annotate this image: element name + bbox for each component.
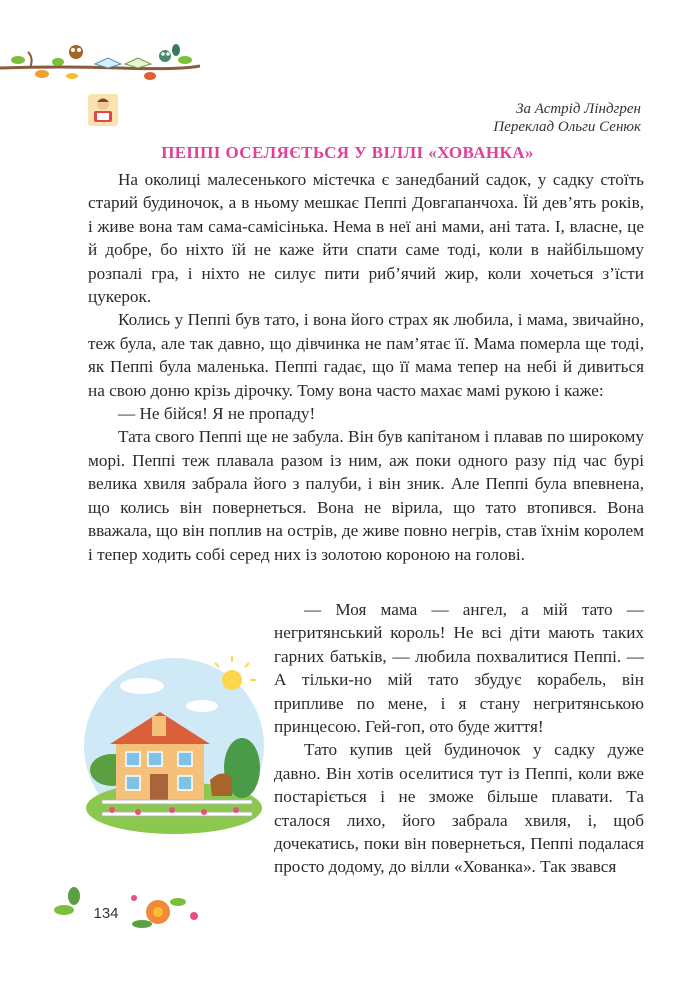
paragraph-6: Тато купив цей будиночок у садку дуже давно. Він хотів оселитися тут із Пеппі, коли вже постаріється і не зможе більше плавати. Та сталося лихо, його забрала хвиля, і, щоб дочекатись, поки він повернеться, Пеппі подалася просто додому, до вілли «Хованка». Так звався: [274, 740, 644, 877]
translator-credit: Переклад Ольги Сенюк: [493, 119, 641, 135]
house-illustration: [82, 650, 270, 838]
paragraph-3: — Не бійся! Я не пропаду!: [118, 404, 316, 424]
reading-child-icon: [88, 94, 118, 126]
attribution: [493, 100, 641, 136]
branch-with-birds-icon: [0, 38, 200, 86]
paragraph-2: Колись у Пеппі був тато, і вона його страх як любила, і мама, звичайно, теж була, але так давно, що дівчинка не пам’ятає її. Мама померла ще тоді, як Пеппі була маленька. Пеппі гадає, що її мама тепер на небі й дивиться на свою доню крізь дірочку. Тому вона часто махає мамі рукою і каже:: [88, 310, 644, 400]
page-number: 134: [88, 901, 124, 927]
page-title: ПЕППІ ОСЕЛЯЄТЬСЯ У ВІЛЛІ «ХОВАНКА»: [161, 143, 534, 162]
paragraph-4: Тата свого Пеппі ще не забула. Він був капітаном і плавав по широкому морі. Пеппі теж плавала разом із ним, аж поки одного разу під час бурі велика хвиля забрала його з палуби, і він зник. Але Пеппі була впевнена, що колись він повернеться. Вона не вірила, що тато втопився. Вона вважала, що він поплив на острів, де живе повно негрів, став їхнім королем і тепер ходить собі серед них із золотою короною на голові.: [88, 427, 644, 564]
paragraph-5: — Моя мама — ангел, а мій тато — негритянський король! Не всі діти мають таких гарних батьків, — любила похвалитися Пеппі. — А тільки-но мій тато збудує корабель, він припливе по мене, і я стану негритянською принцесою. Гей-гоп, ото буде життя!: [274, 600, 644, 737]
flowers-decoration-icon: [54, 880, 204, 930]
paragraph-1: На околиці малесенького містечка є занедбаний садок, у садку стоїть старий будиночок, а в ньому мешкає Пеппі Довгапанчоха. Їй дев’ять років, і живе вона там сама-самісінька. Нема в неї ані мами, ані тата. І, власне, це й добре, бо ніхто їй не каже йти спати саме тоді, коли в найбільшому розпалі гра, і ніхто не силує пити риб’ячий жир, коли хочеться з’їсти цукерок.: [88, 170, 644, 307]
story-text-main: [88, 168, 644, 566]
author-credit: За Астрід Ліндгрен: [516, 101, 641, 117]
